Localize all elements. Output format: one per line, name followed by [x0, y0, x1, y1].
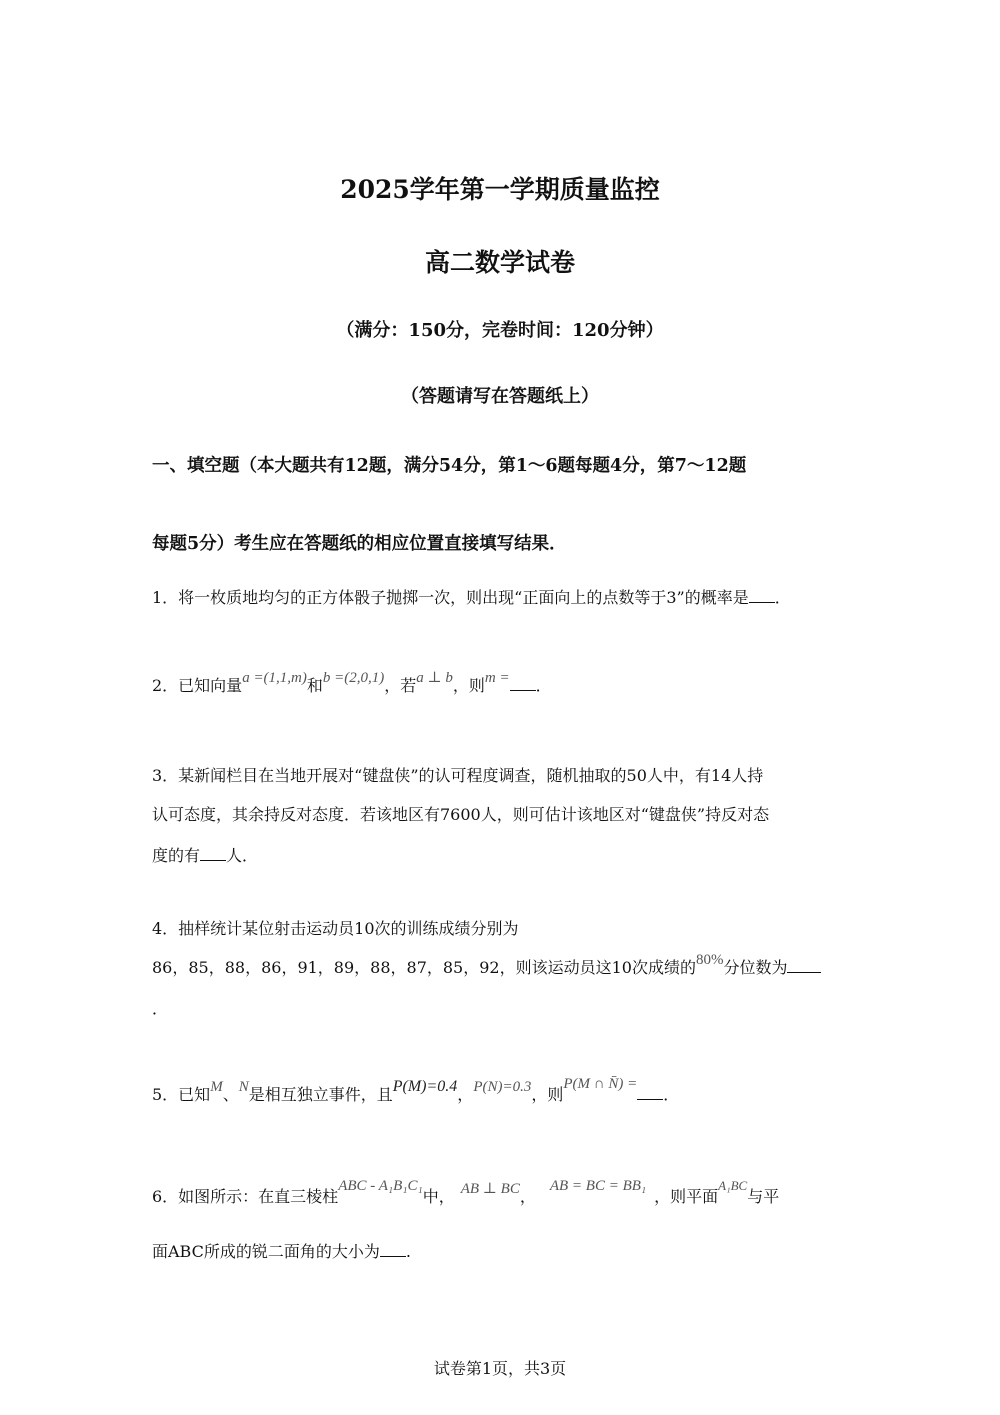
question-4-line2	[152, 952, 821, 978]
exam-title: 2025学年第一学期质量监控	[340, 175, 660, 204]
question-3-line3-text: 度的有	[152, 846, 201, 865]
question-5-then: ，则	[531, 1085, 564, 1104]
question-6-line1	[152, 1178, 780, 1207]
question-2-end: ．	[535, 676, 552, 695]
question-4-line3: ．	[152, 999, 169, 1018]
plane-formula: A₁BC	[718, 1178, 748, 1193]
exam-info: （满分：150分，完卷时间：120分钟）	[336, 320, 664, 341]
question-6-line2	[152, 1239, 411, 1262]
question-6-end: .	[405, 1242, 411, 1261]
question-5	[152, 1076, 680, 1105]
answer-blank	[380, 1240, 406, 1257]
question-4-line1: 4．抽样统计某位射击运动员10次的训练成绩分别为	[152, 919, 519, 938]
question-5-end: ．	[663, 1085, 680, 1104]
m-equals-formula: m =	[484, 670, 510, 686]
question-2-if: ，若	[384, 676, 417, 695]
question-5-sep: 、	[222, 1085, 239, 1104]
question-6-then: ，则平面	[654, 1187, 719, 1206]
event-m-formula: M	[210, 1079, 223, 1095]
exam-subtitle: 高二数学试卷	[424, 248, 575, 277]
section-heading-line1: 一、填空题（本大题共有12题，满分54分，第1～6题每题4分，第7～12题	[152, 456, 747, 476]
percentile-formula: 80%	[695, 952, 724, 968]
question-2-prefix: 2．已知向量	[152, 676, 243, 695]
question-2	[152, 670, 552, 696]
question-1	[152, 585, 791, 608]
vector-a-formula: a =(1,1,m)	[242, 670, 307, 686]
event-n-formula: N	[238, 1079, 249, 1095]
vector-b-formula: b =(2,0,1)	[322, 670, 385, 686]
question-5-comma: ，	[457, 1085, 474, 1104]
question-6-comma: ，	[519, 1187, 536, 1206]
question-6-and: 与平	[747, 1187, 780, 1206]
question-3-line2: 认可态度，其余持反对态度．若该地区有7600人，则可估计该地区对“键盘侠”持反对态	[152, 805, 770, 824]
perpendicular-formula: a ⊥ b	[416, 670, 453, 686]
prism-formula: ABC - A₁B₁C₁	[338, 1178, 423, 1194]
pm-formula: P(M)=0.4	[392, 1078, 458, 1095]
question-3-end: 人．	[226, 846, 259, 865]
question-2-then: ，则	[452, 676, 485, 695]
question-6-prefix: 6．如图所示：在直三棱柱	[152, 1187, 339, 1206]
section-heading-line2: 每题5分）考生应在答题纸的相应位置直接填写结果．	[152, 534, 567, 554]
question-6-line2-text: 面ABC所成的锐二面角的大小为	[152, 1242, 380, 1261]
joint-probability-formula: P(M ∩ N̄) =	[563, 1076, 638, 1092]
answer-blank	[787, 956, 821, 973]
question-1-text: 1．将一枚质地均匀的正方体骰子抛掷一次，则出现“正面向上的点数等于3”的概率是	[152, 588, 749, 607]
question-4-line2-end: 分位数为	[723, 958, 788, 977]
question-5-prefix: 5．已知	[152, 1085, 211, 1104]
edge-equality-formula: AB = BC = BB₁	[549, 1178, 647, 1194]
question-3-line1: 3．某新闻栏目在当地开展对“键盘侠”的认可程度调查，随机抽取的50人中，有14人持	[152, 766, 764, 785]
answer-blank	[637, 1083, 663, 1100]
question-5-mid: 是相互独立事件，且	[248, 1085, 393, 1104]
pn-formula: P(N)=0.3	[473, 1079, 532, 1095]
page-footer: 试卷第1页，共3页	[433, 1359, 567, 1378]
question-4-scores: 86，85，88，86，91，89，88，87，85，92，则该运动员这10次成绩的	[152, 958, 696, 977]
ab-perp-bc-formula: AB ⊥ BC	[460, 1181, 520, 1197]
question-1-end: ．	[774, 588, 791, 607]
answer-blank	[749, 586, 775, 603]
answer-blank	[510, 674, 536, 691]
answer-blank	[200, 844, 226, 861]
question-2-and: 和	[306, 676, 323, 695]
question-6-in: 中，	[422, 1187, 455, 1206]
question-3-line3	[152, 843, 258, 866]
answer-note: （答题请写在答题纸上）	[401, 386, 599, 407]
